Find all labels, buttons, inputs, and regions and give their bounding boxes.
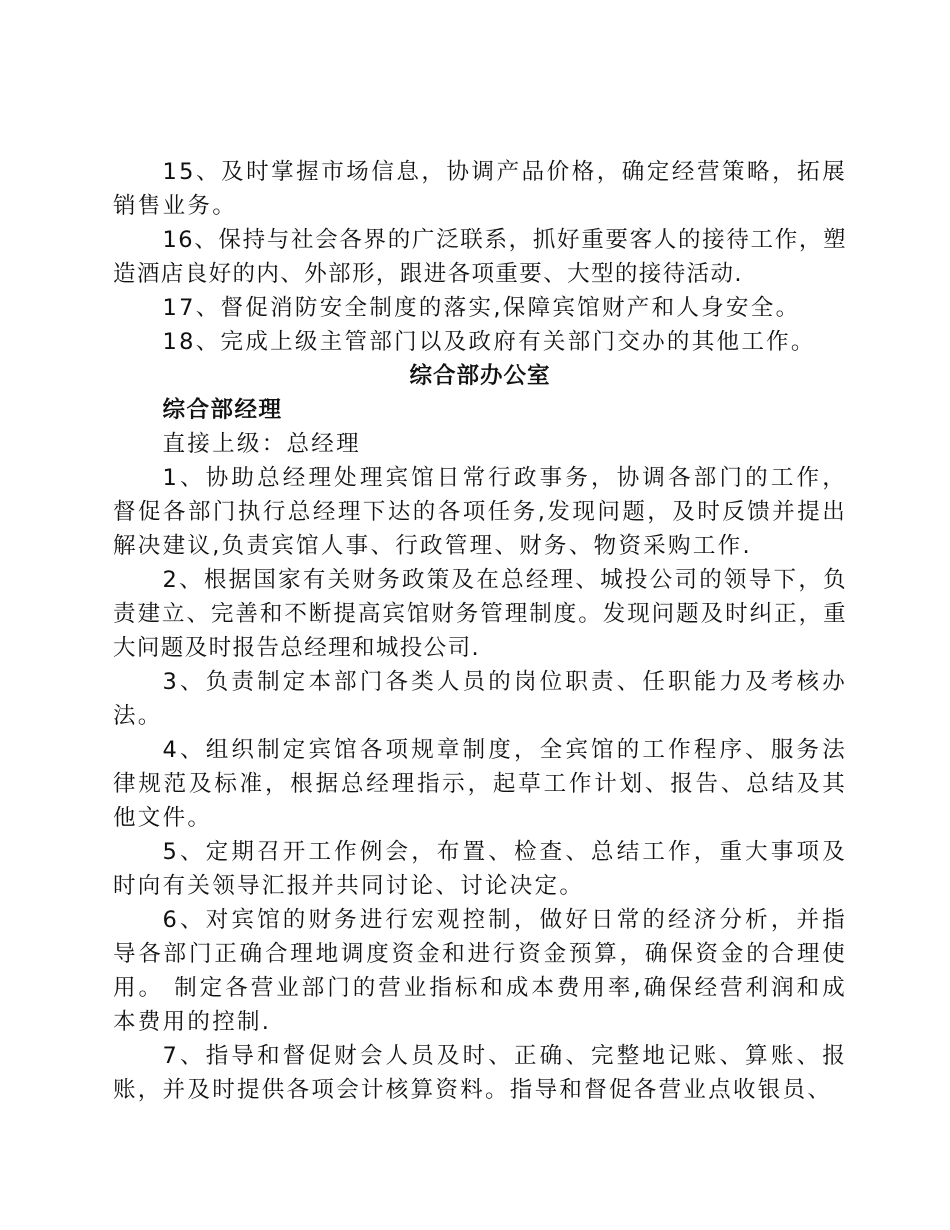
duty-item-1: 1、协助总经理处理宾馆日常行政事务，协调各部门的工作，督促各部门执行总经理下达的各项任务,发现问题，及时反馈并提出解决建议,负责宾馆人事、行政管理、财务、物资采购工作.: [113, 465, 847, 559]
duty-item-3: 3、负责制定本部门各类人员的岗位职责、任职能力及考核办法。: [113, 669, 847, 729]
section-title: 综合部办公室: [409, 363, 551, 389]
paragraph-item-15: 15、及时掌握市场信息，协调产品价格，确定经营策略，拓展销售业务。: [113, 159, 847, 219]
document-body: [113, 155, 847, 1107]
paragraph-item-16: 16、保持与社会各界的广泛联系，抓好重要客人的接待工作，塑造酒店良好的内、外部形，跟进各项重要、大型的接待活动.: [113, 227, 847, 287]
duty-item-6: 6、对宾馆的财务进行宏观控制，做好日常的经济分析，并指导各部门正确合理地调度资金和进行资金预算，确保资金的合理使用。 制定各营业部门的营业指标和成本费用率,确保经营利润和成本费用的控制.: [113, 907, 847, 1035]
paragraph-item-18: 18、完成上级主管部门以及政府有关部门交办的其他工作。: [162, 329, 816, 355]
duty-item-7: 7、指导和督促财会人员及时、正确、完整地记账、算账、报账，并及时提供各项会计核算资料。指导和督促各营业点收银员、: [113, 1043, 847, 1103]
paragraph-item-17: 17、督促消防安全制度的落实,保障宾馆财产和人身安全。: [162, 295, 801, 321]
duty-item-4: 4、组织制定宾馆各项规章制度，全宾馆的工作程序、服务法律规范及标准，根据总经理指示，起草工作计划、报告、总结及其他文件。: [113, 737, 847, 831]
subsection-title: 综合部经理: [162, 397, 283, 423]
duty-item-2: 2、根据国家有关财务政策及在总经理、城投公司的领导下，负责建立、完善和不断提高宾馆财务管理制度。发现问题及时纠正，重大问题及时报告总经理和城投公司.: [113, 567, 847, 661]
supervisor-line: 直接上级：总经理: [162, 431, 361, 457]
duty-item-5: 5、定期召开工作例会，布置、检查、总结工作，重大事项及时向有关领导汇报并共同讨论、讨论决定。: [113, 839, 847, 899]
